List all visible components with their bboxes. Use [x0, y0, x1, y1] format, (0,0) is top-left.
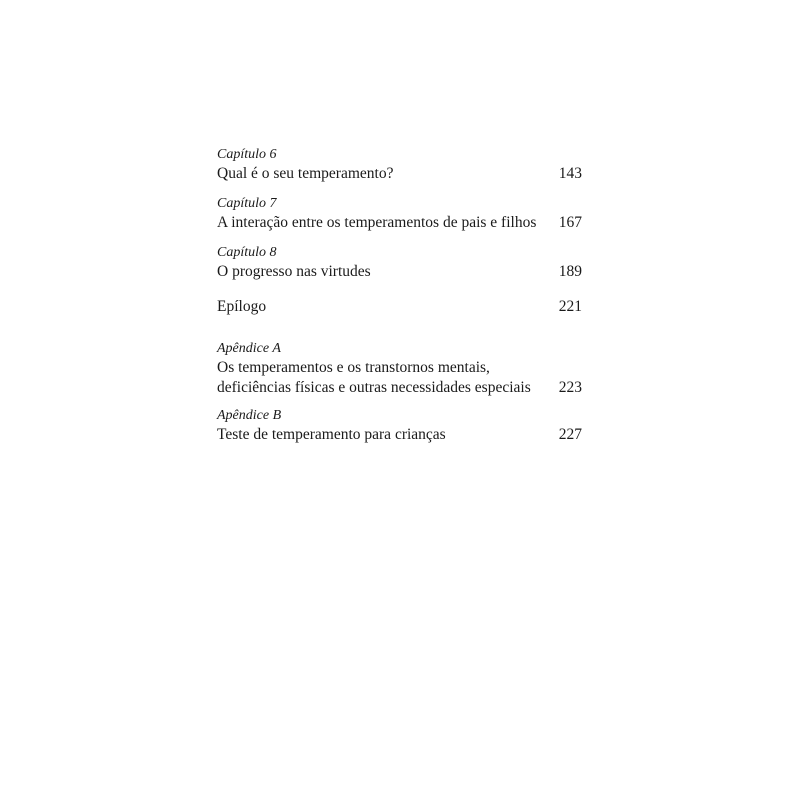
toc-row	[217, 262, 582, 282]
page-number: 143	[558, 165, 582, 182]
epilogue-title: Epílogo	[217, 298, 267, 315]
page-number: 167	[558, 214, 582, 231]
appendix-title	[217, 358, 559, 398]
appendix-label: Apêndice B	[217, 408, 282, 423]
chapter-label: Capítulo 7	[217, 196, 277, 211]
page-number: 189	[558, 263, 582, 280]
chapter-title: A interação entre os temperamentos de pais e filhos	[217, 214, 537, 231]
appendix-title: Teste de temperamento para crianças	[217, 426, 446, 443]
toc-entry-epilogue	[217, 297, 582, 317]
appendix-title-line-1: Os temperamentos e os transtornos mentais,	[217, 359, 490, 376]
toc-entry-appendix-a	[217, 340, 582, 398]
toc-row	[217, 164, 582, 184]
toc-row	[217, 213, 582, 233]
appendix-label: Apêndice A	[217, 341, 281, 356]
page-number: 221	[558, 298, 582, 315]
toc-row	[217, 358, 582, 398]
page-number: 227	[558, 426, 582, 443]
toc-entry-chapter-7	[217, 195, 582, 233]
toc-entry-appendix-b	[217, 407, 582, 445]
chapter-title: Qual é o seu temperamento?	[217, 165, 394, 182]
appendix-title-line-2: deficiências físicas e outras necessidades especiais	[217, 379, 531, 396]
toc-entry-chapter-6	[217, 146, 582, 184]
page-number: 223	[558, 379, 582, 396]
table-of-contents	[217, 146, 582, 445]
chapter-label: Capítulo 6	[217, 147, 277, 162]
toc-row	[217, 297, 582, 317]
chapter-label: Capítulo 8	[217, 245, 277, 260]
toc-row	[217, 425, 582, 445]
toc-entry-chapter-8	[217, 244, 582, 282]
chapter-title: O progresso nas virtudes	[217, 263, 371, 280]
